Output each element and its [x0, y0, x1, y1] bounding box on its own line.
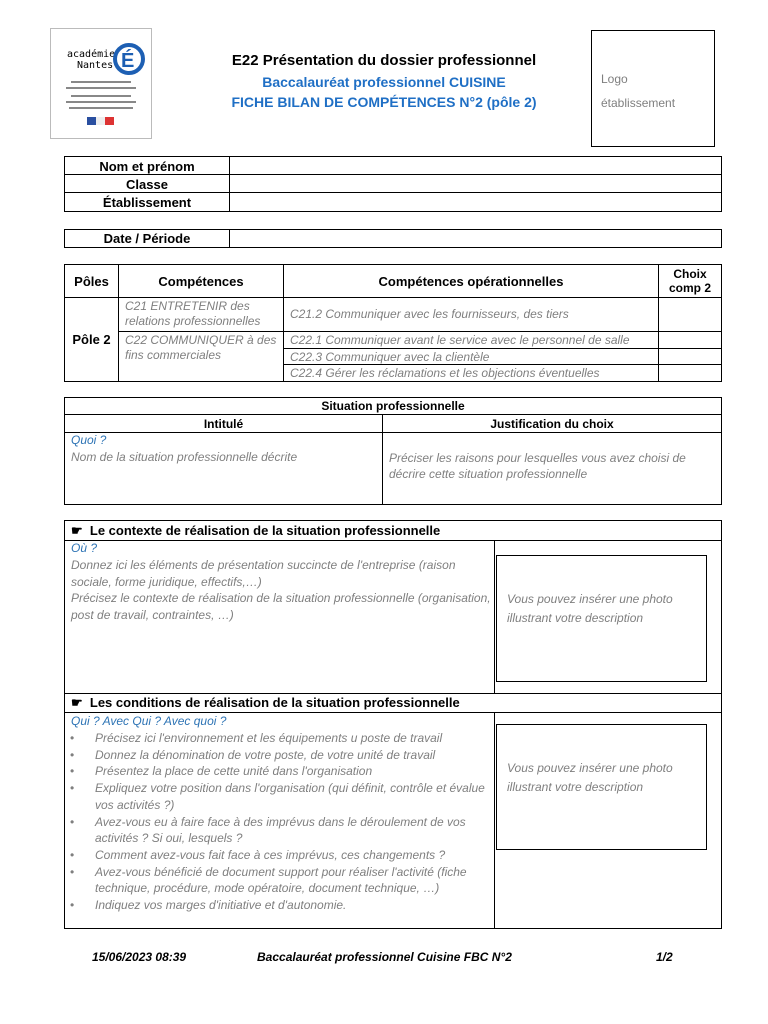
nom-field[interactable]	[230, 157, 720, 174]
choix-checkbox-c22-3[interactable]	[659, 349, 721, 364]
header-competences: Compétences	[158, 273, 244, 289]
list-item: • Donnez la dénomination de votre poste, de votre unité de travail	[95, 747, 491, 764]
conditions-photo-placeholder[interactable]: Vous pouvez insérer une photo illustrant votre description	[496, 724, 707, 850]
classe-field[interactable]	[230, 175, 720, 192]
contexte-hint-1[interactable]: Donnez ici les éléments de présentation succincte de l'entreprise (raison sociale, forme juridique, effectifs,…)	[71, 558, 456, 589]
nom-label: Nom et prénom	[99, 158, 195, 174]
choix-checkbox-c21-2[interactable]	[659, 298, 721, 331]
svg-text:É: É	[121, 50, 135, 72]
pointing-hand-icon: ☛	[71, 695, 83, 710]
intitule-hint[interactable]: Nom de la situation professionnelle décrite	[71, 450, 298, 464]
classe-label: Classe	[126, 176, 168, 192]
page-number: 1/2	[656, 950, 673, 964]
date-field[interactable]	[230, 230, 720, 247]
competences-table	[64, 264, 722, 382]
header-poles: Pôles	[74, 273, 109, 289]
identity-table	[64, 156, 722, 212]
qui-label: Qui ? Avec Qui ? Avec quoi ?	[71, 714, 227, 728]
pointing-hand-icon: ☛	[71, 523, 83, 538]
etablissement-field[interactable]	[230, 193, 720, 211]
justification-hint[interactable]: Préciser les raisons pour lesquelles vous avez choisi de décrire cette situation professionnelle	[389, 451, 686, 481]
logo-placeholder-label: Logo	[601, 72, 628, 86]
list-item: • Comment avez-vous fait face à ces imprévus, ces changements ?	[95, 847, 491, 864]
document-subtitle: Baccalauréat professionnel CUISINE	[262, 74, 506, 90]
conditions-list	[65, 730, 491, 914]
academie-logo	[50, 28, 152, 139]
op-c22-4: C22.4 Gérer les réclamations et les objections éventuelles	[290, 366, 600, 380]
document-title: E22 Présentation du dossier professionnel	[231, 52, 537, 69]
op-c22-3: C22.3 Communiquer avec la clientèle	[290, 350, 490, 364]
date-row	[64, 229, 722, 248]
list-item: • Précisez ici l'environnement et les équipements u poste de travail	[95, 730, 491, 747]
contexte-hint-2[interactable]: Précisez le contexte de réalisation de la situation professionnelle (organisation, post de travail, contraintes, …)	[71, 591, 491, 622]
contexte-title: Le contexte de réalisation de la situation professionnelle	[89, 523, 441, 538]
list-item: • Expliquez votre position dans l'organisation (qui définit, contrôle et évalue vos activités ?)	[95, 780, 491, 813]
footer-title: Baccalauréat professionnel Cuisine FBC N°2	[257, 950, 512, 964]
choix-checkbox-c22-1[interactable]	[659, 332, 721, 348]
list-item: • Avez-vous eu à faire face à des imprévus dans le déroulement de vos activités ? Si oui, lesquels ?	[95, 814, 491, 847]
intitule-header: Intitulé	[203, 416, 244, 431]
choix-checkbox-c22-4[interactable]	[659, 365, 721, 381]
footer-date: 15/06/2023 08:39	[92, 950, 187, 964]
date-label: Date / Période	[103, 231, 191, 246]
quoi-label: Quoi ?	[71, 433, 107, 447]
contexte-header	[71, 523, 440, 539]
justification-header: Justification du choix	[490, 416, 614, 431]
svg-text:Nantes: Nantes	[77, 60, 114, 71]
etablissement-label: Établissement	[102, 194, 192, 210]
situation-title: Situation professionnelle	[321, 399, 465, 413]
conditions-header	[71, 695, 460, 711]
c22-competence: C22 COMMUNIQUER à des fins commerciales	[125, 333, 277, 362]
ou-label: Où ?	[71, 541, 98, 555]
op-c22-1: C22.1 Communiquer avant le service avec le personnel de salle	[290, 333, 630, 347]
sheet-title: FICHE BILAN DE COMPÉTENCES N°2 (pôle 2)	[231, 94, 537, 110]
header-competences-operationnelles: Compétences opérationnelles	[378, 273, 564, 289]
list-item: • Avez-vous bénéficié de document support pour réaliser l'activité (fiche technique, procédure, mode opératoire, document technique, …)	[95, 864, 491, 897]
pole-label: Pôle 2	[72, 332, 111, 347]
logo-placeholder-label: établissement	[601, 96, 676, 110]
logo-etablissement-placeholder	[591, 30, 715, 147]
list-item: • Présentez la place de cette unité dans l'organisation	[95, 763, 491, 780]
op-c21-2: C21.2 Communiquer avec les fournisseurs, des tiers	[290, 307, 569, 321]
contexte-conditions-table	[64, 520, 722, 929]
contexte-photo-placeholder[interactable]: Vous pouvez insérer une photo illustrant votre description	[496, 555, 707, 682]
situation-table	[64, 397, 722, 505]
c21-competence: C21 ENTRETENIR des relations professionnelles	[125, 299, 261, 328]
svg-text:académie: académie	[67, 49, 116, 60]
conditions-title: Les conditions de réalisation de la situation professionnelle	[89, 695, 460, 710]
academie-logo-icon	[51, 29, 151, 138]
list-item: • Indiquez vos marges d'initiative et d'autonomie.	[95, 897, 491, 914]
header-choix: Choix comp 2	[668, 267, 711, 295]
